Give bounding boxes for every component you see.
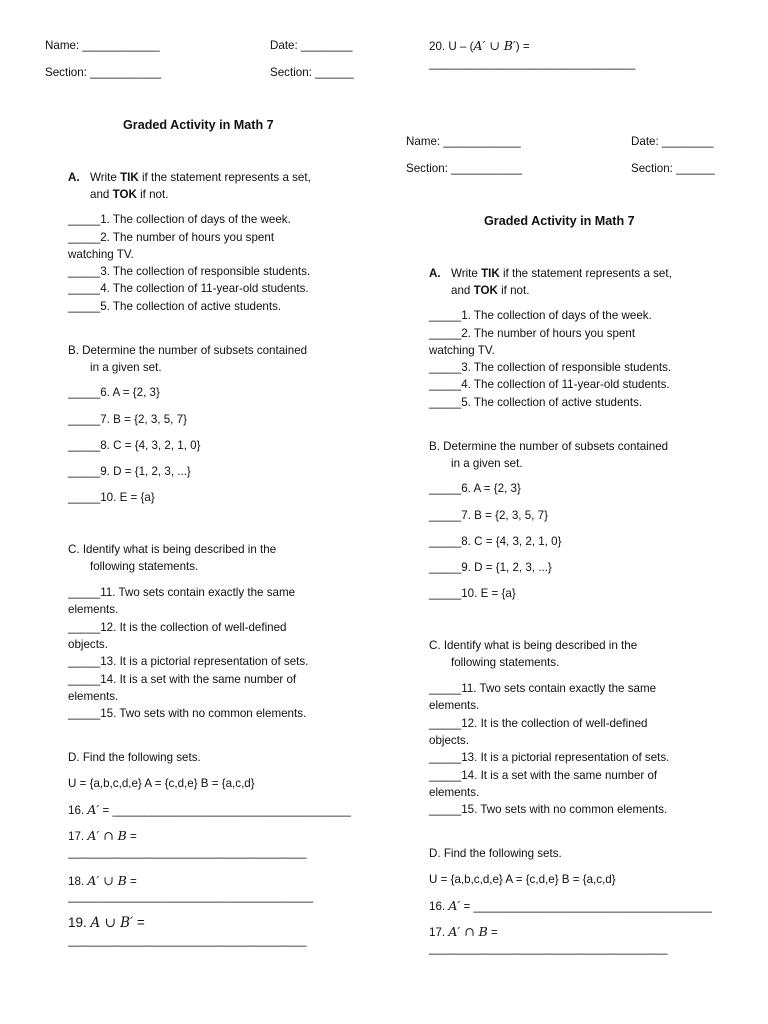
question-item: objects. bbox=[429, 734, 469, 747]
question-item: _____5. The collection of active students. bbox=[68, 300, 282, 313]
question-item: _____13. It is a pictorial representation of sets. bbox=[68, 655, 309, 668]
question-item: watching TV. bbox=[68, 248, 134, 261]
section-field-2: Section: ______ bbox=[270, 66, 354, 79]
math-expression: A′ ∩ B bbox=[87, 828, 127, 843]
question-item: _____9. D = {1, 2, 3, ...} bbox=[68, 465, 191, 478]
question-item: _____15. Two sets with no common elements. bbox=[68, 707, 307, 720]
question-item: _____10. E = {a} bbox=[429, 587, 516, 600]
question-item: _____13. It is a pictorial representation of sets. bbox=[429, 751, 670, 764]
math-expression: A ∪ B′ bbox=[90, 915, 134, 931]
math-expression: A′ ∪ B′ bbox=[473, 38, 516, 53]
name-field: Name: ____________ bbox=[45, 39, 160, 52]
answer-blank: _____________________________________ bbox=[68, 846, 307, 859]
question-item: watching TV. bbox=[429, 344, 495, 357]
math-expression: A′ bbox=[448, 898, 461, 913]
equals-sign: = bbox=[460, 900, 474, 913]
question-16 bbox=[429, 898, 712, 915]
question-item: _____1. The collection of days of the week. bbox=[429, 309, 652, 322]
date-field: Date: ________ bbox=[270, 39, 353, 52]
worksheet-title: Graded Activity in Math 7 bbox=[484, 214, 635, 228]
question-17 bbox=[68, 828, 137, 845]
text: Write bbox=[451, 267, 482, 280]
part-c-instructions-cont: following statements. bbox=[451, 656, 560, 669]
question-number: 17. bbox=[429, 926, 449, 939]
question-item: _____11. Two sets contain exactly the same bbox=[68, 586, 296, 599]
question-item: _____11. Two sets contain exactly the same bbox=[429, 682, 657, 695]
section-field: Section: ___________ bbox=[406, 162, 523, 175]
keyword-tik: TIK bbox=[481, 267, 500, 280]
question-item: objects. bbox=[68, 638, 108, 651]
date-field: Date: ________ bbox=[631, 135, 714, 148]
given-sets: U = {a,b,c,d,e} A = {c,d,e} B = {a,c,d} bbox=[429, 873, 616, 886]
part-b-instructions-cont: in a given set. bbox=[90, 361, 162, 374]
part-c-instructions: C. Identify what is being described in the bbox=[68, 543, 277, 556]
keyword-tik: TIK bbox=[120, 171, 139, 184]
part-c-instructions: C. Identify what is being described in the bbox=[429, 639, 638, 652]
question-number: 17. bbox=[68, 830, 88, 843]
answer-blank: ______________________________________ bbox=[68, 890, 314, 903]
part-b-instructions-cont: in a given set. bbox=[451, 457, 523, 470]
math-expression: A′ ∩ B bbox=[448, 924, 488, 939]
equals-sign: = bbox=[99, 804, 113, 817]
text: if not. bbox=[497, 284, 530, 297]
part-d-instructions: D. Find the following sets. bbox=[429, 847, 562, 860]
part-d-instructions: D. Find the following sets. bbox=[68, 751, 201, 764]
question-17 bbox=[429, 924, 498, 941]
question-item: _____7. B = {2, 3, 5, 7} bbox=[429, 509, 548, 522]
keyword-tok: TOK bbox=[112, 188, 137, 201]
question-item: _____3. The collection of responsible students. bbox=[68, 265, 311, 278]
math-expression: A′ bbox=[87, 802, 100, 817]
question-19 bbox=[68, 915, 145, 931]
text: if the statement represents a set, bbox=[138, 171, 311, 184]
question-16 bbox=[68, 802, 351, 819]
question-item: _____8. C = {4, 3, 2, 1, 0} bbox=[429, 535, 562, 548]
answer-blank: _____________________________________ bbox=[429, 942, 668, 955]
part-a-instructions bbox=[451, 266, 672, 282]
part-a-letter: A. bbox=[429, 267, 441, 280]
equals-sign: ) = bbox=[515, 40, 530, 53]
question-item: elements. bbox=[68, 603, 119, 616]
equals-sign: = bbox=[487, 926, 498, 939]
question-number: 19. bbox=[68, 915, 91, 930]
answer-blank: _____________________________________ bbox=[68, 934, 307, 947]
section-field-2: Section: ______ bbox=[631, 162, 715, 175]
section-field: Section: ___________ bbox=[45, 66, 162, 79]
question-item: elements. bbox=[429, 786, 480, 799]
text: and bbox=[451, 284, 474, 297]
name-field: Name: ____________ bbox=[406, 135, 521, 148]
given-sets: U = {a,b,c,d,e} A = {c,d,e} B = {a,c,d} bbox=[68, 777, 255, 790]
question-item: _____2. The number of hours you spent bbox=[68, 231, 275, 244]
question-item: _____6. A = {2, 3} bbox=[68, 386, 160, 399]
question-item: _____10. E = {a} bbox=[68, 491, 155, 504]
question-number: 16. bbox=[68, 804, 88, 817]
question-number: 20. U – ( bbox=[429, 40, 474, 53]
question-item: _____14. It is a set with the same number of bbox=[68, 673, 297, 686]
equals-sign: = bbox=[126, 830, 137, 843]
keyword-tok: TOK bbox=[473, 284, 498, 297]
question-number: 16. bbox=[429, 900, 449, 913]
question-item: _____4. The collection of 11-year-old students. bbox=[429, 378, 670, 391]
question-number: 18. bbox=[68, 875, 88, 888]
worksheet-title: Graded Activity in Math 7 bbox=[123, 118, 274, 132]
text: and bbox=[90, 188, 113, 201]
part-a-instructions-cont bbox=[90, 187, 168, 203]
math-expression: A′ ∪ B bbox=[87, 873, 127, 888]
part-a-letter: A. bbox=[68, 171, 80, 184]
question-item: _____14. It is a set with the same number of bbox=[429, 769, 658, 782]
part-b-instructions: B. Determine the number of subsets contained bbox=[68, 344, 308, 357]
answer-blank: _____________________________________ bbox=[473, 900, 713, 913]
question-item: _____6. A = {2, 3} bbox=[429, 482, 521, 495]
text: if not. bbox=[136, 188, 169, 201]
question-item: _____15. Two sets with no common elements. bbox=[429, 803, 668, 816]
answer-blank: _____________________________________ bbox=[112, 804, 352, 817]
question-item: _____4. The collection of 11-year-old students. bbox=[68, 282, 309, 295]
question-18 bbox=[68, 873, 137, 890]
text: Write bbox=[90, 171, 121, 184]
part-b-instructions: B. Determine the number of subsets contained bbox=[429, 440, 669, 453]
text: if the statement represents a set, bbox=[499, 267, 672, 280]
question-item: _____1. The collection of days of the week. bbox=[68, 213, 291, 226]
part-a-instructions bbox=[90, 170, 311, 186]
question-item: _____5. The collection of active students. bbox=[429, 396, 643, 409]
question-item: _____7. B = {2, 3, 5, 7} bbox=[68, 413, 187, 426]
question-item: elements. bbox=[429, 699, 480, 712]
question-20 bbox=[429, 38, 530, 55]
answer-blank: ________________________________ bbox=[429, 57, 636, 70]
equals-sign: = bbox=[126, 875, 137, 888]
part-c-instructions-cont: following statements. bbox=[90, 560, 199, 573]
question-item: _____2. The number of hours you spent bbox=[429, 327, 636, 340]
question-item: _____8. C = {4, 3, 2, 1, 0} bbox=[68, 439, 201, 452]
question-item: _____3. The collection of responsible students. bbox=[429, 361, 672, 374]
question-item: _____12. It is the collection of well-defined bbox=[68, 621, 287, 634]
question-item: elements. bbox=[68, 690, 119, 703]
part-a-instructions-cont bbox=[451, 283, 529, 299]
question-item: _____12. It is the collection of well-defined bbox=[429, 717, 648, 730]
question-item: _____9. D = {1, 2, 3, ...} bbox=[429, 561, 552, 574]
equals-sign: = bbox=[133, 915, 145, 930]
